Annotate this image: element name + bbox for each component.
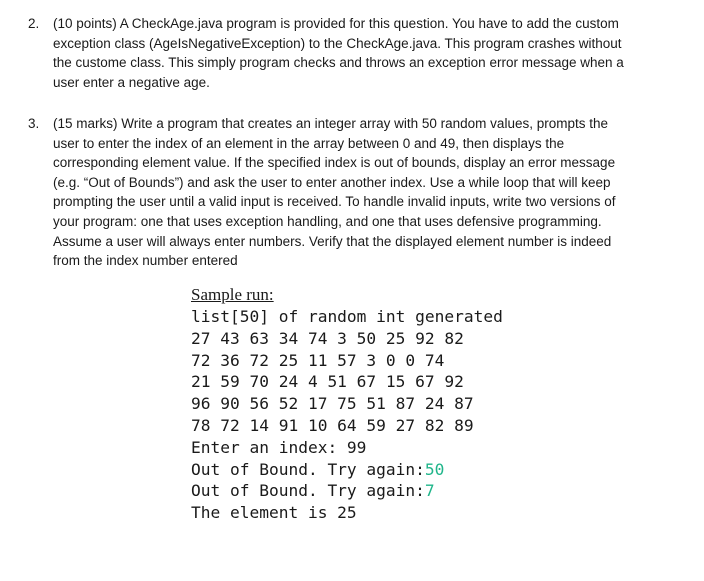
sample-prompt: Enter an index: 99 xyxy=(191,437,367,457)
retry-label: Out of Bound. Try again: xyxy=(191,481,425,501)
question-3-line: (15 marks) Write a program that creates an integer array with 50 random values, prompts the xyxy=(53,116,608,131)
question-3-line: Assume a user will always enter numbers. Verify that the displayed element number is indeed xyxy=(53,233,612,249)
sample-run-title: Sample run: xyxy=(191,285,274,304)
question-3-number: 3. xyxy=(28,116,40,131)
question-2-line: (10 points) A CheckAge.java program is provided for this question. You have to add the custom xyxy=(53,16,619,31)
sample-array-row: 27 43 63 34 74 3 50 25 92 82 xyxy=(191,328,464,348)
question-3-line: prompting the user until a valid input is received. To handle invalid inputs, write two versions of xyxy=(53,194,616,210)
question-2-text xyxy=(53,14,688,92)
sample-retry-line xyxy=(191,480,503,502)
sample-array-row: 72 36 72 25 11 57 3 0 0 74 xyxy=(191,350,445,370)
question-2-line: exception class (AgeIsNegativeException) to the CheckAge.java. This program crashes without xyxy=(53,35,622,51)
question-2-line: user enter a negative age. xyxy=(53,74,210,90)
sample-array-row: 96 90 56 52 17 75 51 87 24 87 xyxy=(191,394,474,414)
question-2-line: the custome class. This simply program checks and throws an exception error message when a xyxy=(53,55,624,71)
sample-run xyxy=(191,285,503,524)
question-2 xyxy=(28,14,688,92)
sample-array-row: 78 72 14 91 10 64 59 27 82 89 xyxy=(191,415,474,435)
question-3-line: user to enter the index of an element in the array between 0 and 49, then displays the xyxy=(53,135,565,151)
question-3-line: your program: one that uses exception handling, and one that uses defensive programming. xyxy=(53,213,602,229)
user-input-value: 50 xyxy=(424,459,445,479)
sample-result: The element is 25 xyxy=(191,503,357,523)
question-2-number: 2. xyxy=(28,16,40,31)
sample-retry-line xyxy=(191,459,503,481)
retry-label: Out of Bound. Try again: xyxy=(191,459,425,479)
question-3-text xyxy=(53,114,688,271)
question-3 xyxy=(28,114,688,271)
sample-array-row: 21 59 70 24 4 51 67 15 67 92 xyxy=(191,372,464,392)
question-3-line: from the index number entered xyxy=(53,253,238,269)
question-3-line: (e.g. “Out of Bounds”) and ask the user to enter another index. Use a while loop that will keep xyxy=(53,174,611,190)
question-3-line: corresponding element value. If the specified index is out of bounds, display an error message xyxy=(53,155,616,171)
user-input-value: 7 xyxy=(424,481,435,501)
sample-header: list[50] of random int generated xyxy=(191,307,503,326)
